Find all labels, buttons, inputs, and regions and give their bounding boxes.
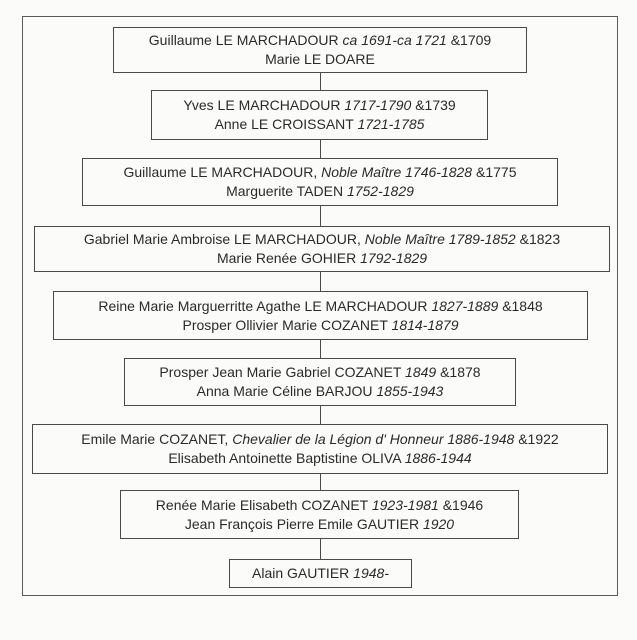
person-line: Yves LE MARCHADOUR 1717-1790 &1739: [183, 97, 456, 113]
generation-box-7: [32, 424, 608, 474]
connector-line: [320, 73, 321, 90]
connector-line: [320, 140, 321, 158]
person-line: Reine Marie Marguerritte Agathe LE MARCHADOUR 1827-1889 &1848: [98, 297, 543, 314]
generation-box-1: [113, 27, 527, 73]
spouse-line: Elisabeth Antoinette Baptistine OLIVA 1886-1944: [168, 450, 472, 466]
generation-box-5: [53, 291, 588, 340]
generation-box-6: [124, 358, 516, 406]
spouse-line: Prosper Ollivier Marie COZANET 1814-1879: [182, 316, 459, 333]
generation-box-3: [82, 158, 558, 206]
connector-line: [320, 340, 321, 358]
connector-line: [320, 474, 321, 490]
person-line: Emile Marie COZANET, Chevalier de la Légion d' Honneur 1886-1948 &1922: [81, 431, 559, 447]
spouse-line: Jean François Pierre Emile GAUTIER 1920: [184, 515, 455, 532]
spouse-line: Marie Renée GOHIER 1792-1829: [216, 250, 428, 266]
person-line: Gabriel Marie Ambroise LE MARCHADOUR, Noble Maître 1789-1852 &1823: [83, 231, 561, 247]
person-line: Guillaume LE MARCHADOUR ca 1691-ca 1721 &1709: [148, 32, 492, 48]
spouse-line: Marie LE DOARE: [265, 51, 375, 67]
generation-box-4: [34, 226, 610, 272]
person-line: Renée Marie Elisabeth COZANET 1923-1981 &1946: [155, 496, 484, 513]
person-line: Alain GAUTIER 1948-: [252, 565, 389, 581]
spouse-line: Anne LE CROISSANT 1721-1785: [214, 116, 425, 132]
connector-line: [320, 272, 321, 291]
spouse-line: Marguerite TADEN 1752-1829: [226, 183, 414, 199]
generation-box-2: [151, 90, 488, 140]
connector-line: [320, 539, 321, 559]
person-line: Prosper Jean Marie Gabriel COZANET 1849 &1878: [159, 364, 481, 380]
connector-line: [320, 206, 321, 226]
generation-box-8: [120, 490, 519, 539]
connector-line: [320, 406, 321, 424]
person-line: Guillaume LE MARCHADOUR, Noble Maître 1746-1828 &1775: [123, 164, 517, 180]
generation-box-9: [229, 559, 412, 588]
spouse-line: Anna Marie Céline BARJOU 1855-1943: [196, 383, 444, 399]
